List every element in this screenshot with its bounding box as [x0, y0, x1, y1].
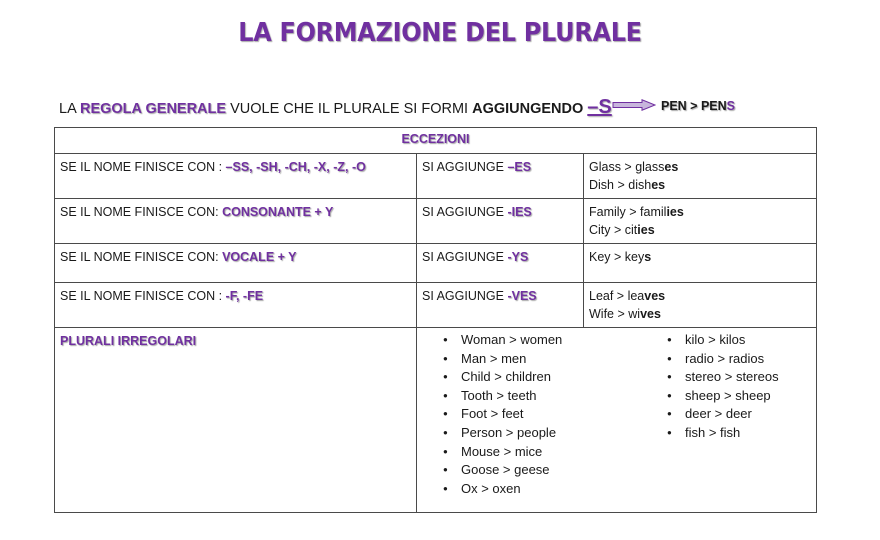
- rule-example: PEN > PENS: [661, 99, 735, 113]
- list-item: ● stereo > stereos: [663, 368, 779, 387]
- example-item: City > cities: [589, 223, 655, 237]
- list-item: ● Ox > oxen: [439, 480, 562, 499]
- rule-highlight: REGOLA GENERALE: [79, 101, 227, 117]
- table-row: [55, 199, 817, 244]
- list-item: ● radio > radios: [663, 350, 779, 369]
- table-row: [55, 283, 817, 328]
- case-examples: [584, 283, 817, 328]
- case-label: SE IL NOME FINISCE CON: CONSONANTE + Y: [55, 199, 417, 244]
- rule-suffix: –S: [587, 96, 612, 118]
- case-rule: SI AGGIUNGE -IES: [417, 199, 584, 244]
- example-item: Key > keys: [589, 250, 652, 264]
- list-item: ● Goose > geese: [439, 461, 562, 480]
- example-item: Wife > wives: [589, 307, 661, 321]
- table-header: ECCEZIONI: [55, 128, 817, 154]
- example-item: Leaf > leaves: [589, 289, 666, 303]
- irregular-list-2: [663, 331, 779, 443]
- irregular-list-1: [439, 331, 562, 498]
- case-rule: SI AGGIUNGE –ES: [417, 154, 584, 199]
- case-examples: [584, 154, 817, 199]
- table-row: [55, 328, 817, 513]
- case-label: SE IL NOME FINISCE CON : -F, -FE: [55, 283, 417, 328]
- case-label: SE IL NOME FINISCE CON : –SS, -SH, -CH, -X, -Z, -O: [55, 154, 417, 199]
- example-item: Glass > glasses: [589, 160, 679, 174]
- case-examples: [584, 199, 817, 244]
- list-item: ● Man > men: [439, 350, 562, 369]
- case-rule: SI AGGIUNGE -VES: [417, 283, 584, 328]
- table-row: [55, 244, 817, 283]
- irregular-label: PLURALI IRREGOLARI: [55, 328, 417, 513]
- rule-bold: AGGIUNGENDO: [472, 101, 588, 117]
- list-item: ● Tooth > teeth: [439, 387, 562, 406]
- table-row: [55, 154, 817, 199]
- exceptions-table: [54, 127, 817, 513]
- example-item: Dish > dishes: [589, 178, 666, 192]
- case-rule: SI AGGIUNGE -YS: [417, 244, 584, 283]
- list-item: ● fish > fish: [663, 424, 779, 443]
- list-item: ● Person > people: [439, 424, 562, 443]
- arrow-right-icon: [612, 99, 656, 111]
- list-item: ● Child > children: [439, 368, 562, 387]
- case-label: SE IL NOME FINISCE CON: VOCALE + Y: [55, 244, 417, 283]
- case-examples: [584, 244, 817, 283]
- irregular-examples: [417, 328, 817, 513]
- list-item: ● deer > deer: [663, 405, 779, 424]
- example-item: Family > families: [589, 205, 684, 219]
- list-item: ● Woman > women: [439, 331, 562, 350]
- page-title: LA FORMAZIONE DEL PLURALE: [238, 18, 642, 48]
- rule-middle: VUOLE CHE IL PLURALE SI FORMI: [226, 101, 473, 117]
- general-rule: [59, 96, 612, 119]
- list-item: ● Mouse > mice: [439, 443, 562, 462]
- list-item: ● kilo > kilos: [663, 331, 779, 350]
- rule-prefix: LA: [59, 101, 80, 117]
- list-item: ● sheep > sheep: [663, 387, 779, 406]
- list-item: ● Foot > feet: [439, 405, 562, 424]
